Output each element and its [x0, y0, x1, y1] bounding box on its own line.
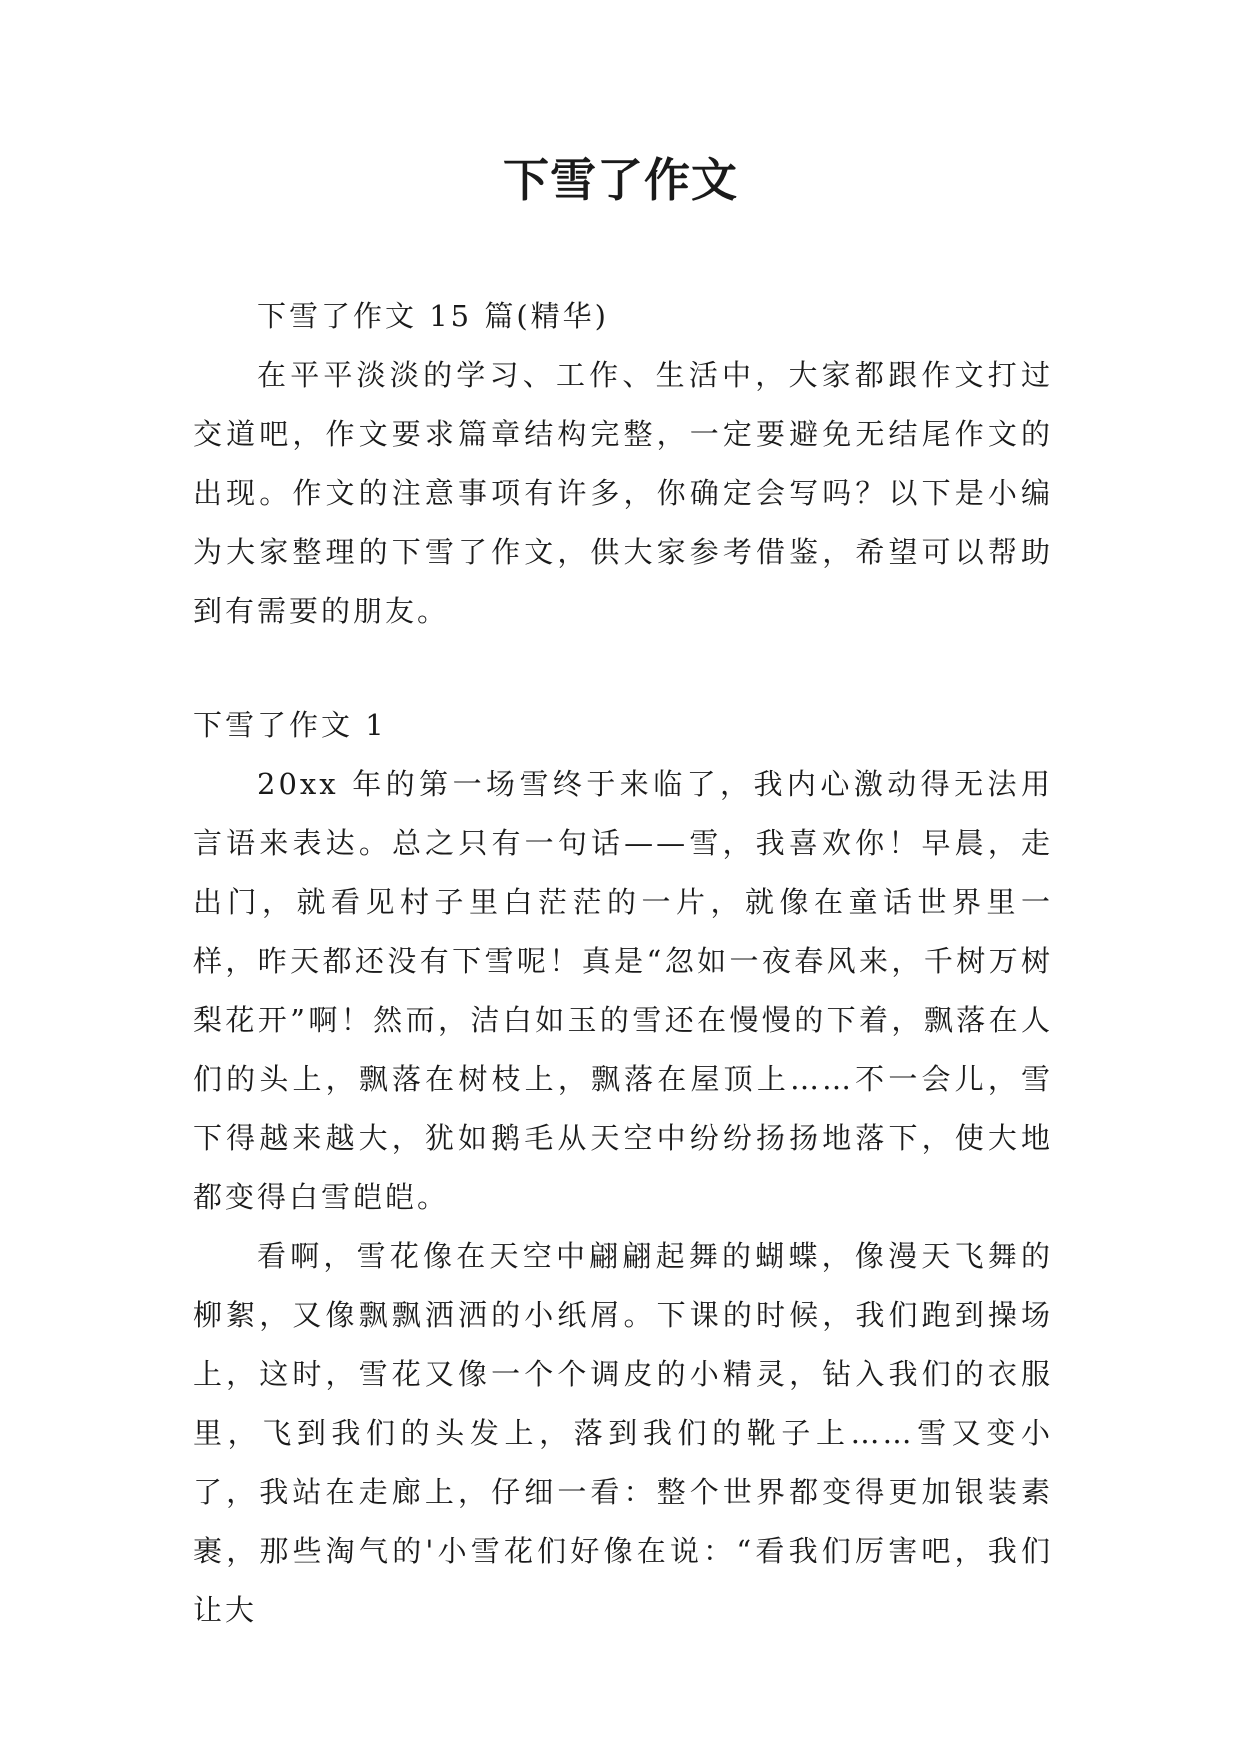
essay-1-heading: 下雪了作文 1	[193, 708, 387, 742]
essay-1-paragraph-1: 20xx 年的第一场雪终于来临了，我内心激动得无法用言语来表达。总之只有一句话——雪，我喜欢你！早晨，走出门，就看见村子里白茫茫的一片，就像在童话世界里一样，昨天都还没有下雪呢！真是“忽如一夜春风来，千树万树梨花开”啊！然而，洁白如玉的雪还在慢慢的下着，飘落在人们的头上，飘落在树枝上，飘落在屋顶上……不一会儿，雪下得越来越大，犹如鹅毛从天空中纷纷扬扬地落下，使大地都变得白雪皑皑。	[193, 767, 1053, 1214]
essay-1-paragraph-2: 看啊，雪花像在天空中翩翩起舞的蝴蝶，像漫天飞舞的柳絮，又像飘飘洒洒的小纸屑。下课的时候，我们跑到操场上，这时，雪花又像一个个调皮的小精灵，钻入我们的衣服里，飞到我们的头发上，落到我们的靴子上……雪又变小了，我站在走廊上，仔细一看：整个世界都变得更加银装素裹，那些淘气的'小雪花们好像在说：“看我们厉害吧，我们让大	[193, 1239, 1053, 1627]
intro-paragraph: 在平平淡淡的学习、工作、生活中，大家都跟作文打过交道吧，作文要求篇章结构完整，一定要避免无结尾作文的出现。作文的注意事项有许多，你确定会写吗？以下是小编为大家整理的下雪了作文，供大家参考借鉴，希望可以帮助到有需要的朋友。	[193, 358, 1053, 628]
intro-section	[193, 287, 1053, 641]
essay-1-section	[193, 696, 1053, 1640]
document-subtitle: 下雪了作文 15 篇(精华)	[257, 299, 609, 333]
document-title: 下雪了作文	[503, 153, 738, 207]
